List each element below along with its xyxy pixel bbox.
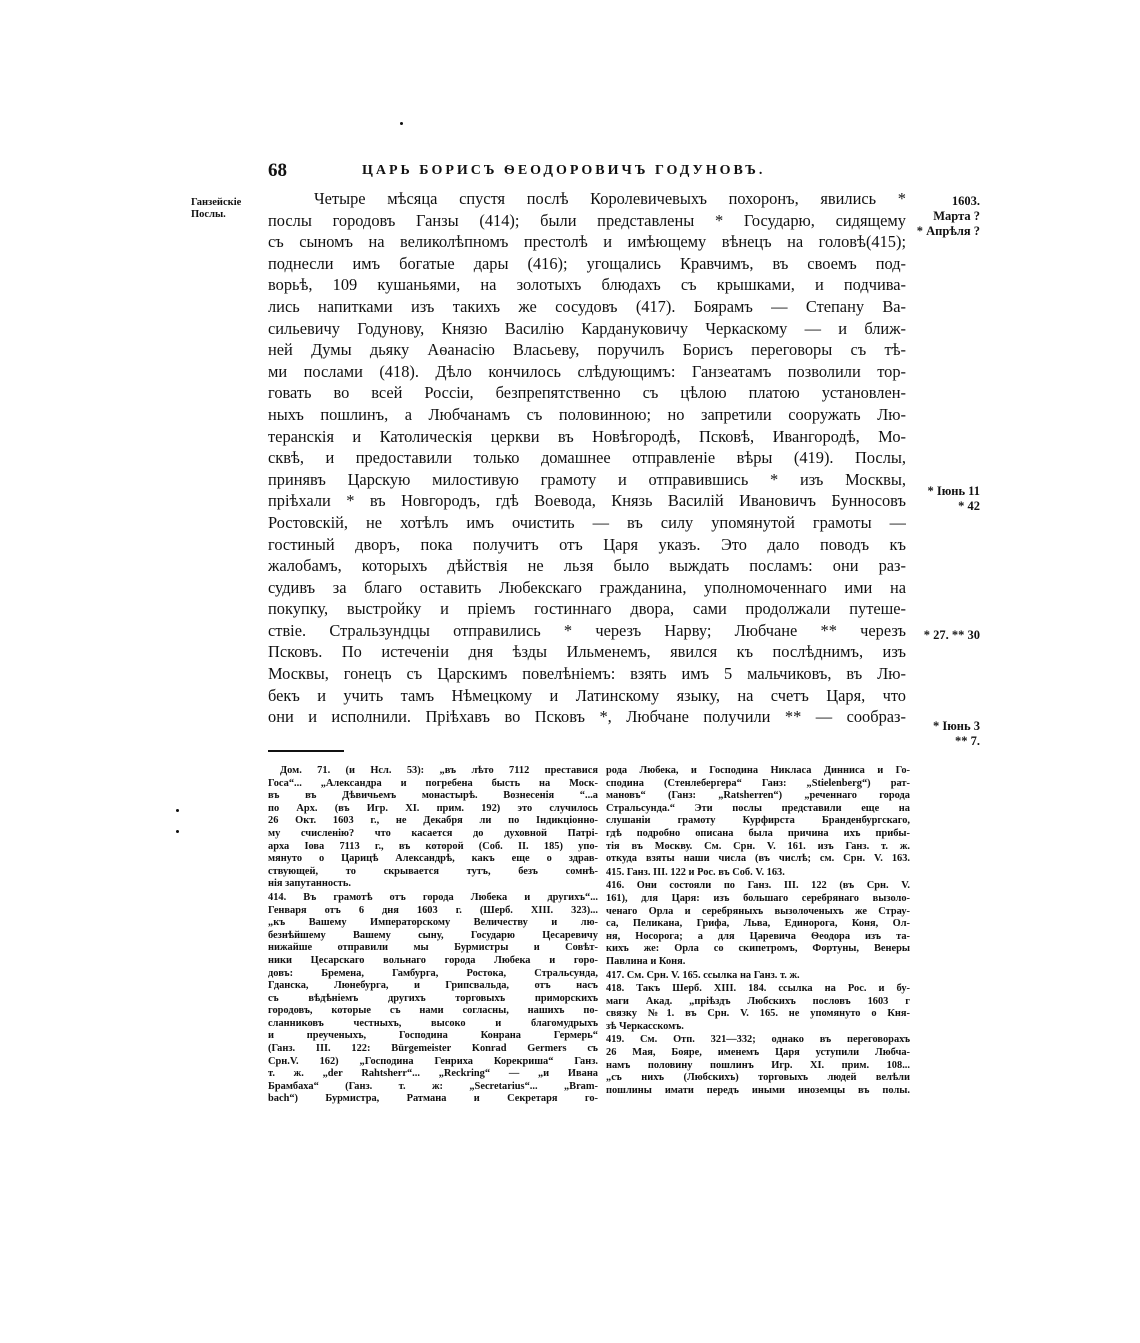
footnote-line: т. ж. „der Rahtsherr“... „Reckring“ — „и Ивана: [268, 1068, 598, 1080]
footnote-line: слушаніи грамоту Курфирста Бранденбургскаго,: [606, 815, 910, 827]
footnote-line: 161), для Царя: изъ большаго серебрянаго вызоло-: [606, 892, 910, 904]
footnote-line: 26 Окт. 1603 г., не Декабря ли по Індикціонно-: [268, 815, 598, 827]
text-line: пріѣхали * въ Новгородъ, гдѣ Воевода, Князь Василій Ивановичъ Бунносовъ: [268, 491, 906, 511]
text-line: сильевичу Годунову, Князю Василію Кардануковичу Черкаскому — и ближ-: [268, 318, 906, 338]
footnote: [606, 765, 910, 866]
footnote-line: Госа“... „Александра и погребена бысть на Моск-: [268, 777, 598, 789]
text-line: Москвы, гонецъ съ Царскимъ повелѣніемъ: взять имъ 5 мальчиковъ, въ Лю-: [268, 664, 906, 684]
text-line: покупку, выстройку и пріемъ гостиннаго двора, сами продолжали путеше-: [268, 599, 906, 619]
text-line: ствіе. Стральзундцы отправились * черезъ Нарву; Любчане ** черезъ: [268, 620, 906, 640]
footnote-line: Павлина и Коня.: [606, 955, 686, 967]
footnote: [268, 892, 598, 1106]
margin-date-line: * Апрѣля ?: [916, 224, 980, 238]
text-line: ныхъ пошлинъ, а Любчанамъ съ половинною; но запретили сооружать Лю-: [268, 404, 906, 424]
footnote-line: Стральсунда.“ Эти послы представили еще на: [606, 802, 910, 814]
margin-date-line: * Іюнь 3: [933, 719, 980, 733]
footnote-line: откуда взяты наши числа (въ числѣ; см. Срн. V. 163.: [606, 853, 910, 865]
footnotes-right-column: [606, 765, 910, 1098]
footnote-rule: [268, 750, 344, 752]
footnote-line: маги Акад. „пріѣздъ Любскихъ пословъ 1603 г: [606, 995, 910, 1007]
right-margin-date: [908, 719, 980, 749]
footnote-line: 416. Они состояли по Ганз. III. 122 (въ Срн. V.: [606, 880, 910, 892]
footnote-line: 26 Мая, Бояре, именемъ Царя уступили Любча-: [606, 1047, 910, 1059]
footnote-line: связку №1. въ Срн. V. 165. не упомянуто о Кня-: [606, 1008, 910, 1020]
text-line: съ сыномъ на великолѣпномъ престолѣ и имѣющему вѣнецъ на головѣ(415);: [268, 232, 906, 252]
footnote-line: мянуто о Царицѣ Александрѣ, какъ еще о здрав-: [268, 853, 598, 865]
text-line: бекъ и учить тамъ Нѣмецкому и Латинскому языку, на счетъ Царя, что: [268, 685, 906, 705]
left-margin-note-line: Послы.: [191, 209, 226, 220]
footnote-line: намъ половину пошлинъ Игр. XI. прим. 108...: [606, 1059, 910, 1071]
text-line: ми послами (418). Дѣло кончилось слѣдующимъ: Ганзеатамъ позволили тор-: [268, 361, 906, 381]
footnote-line: сподина (Стенлебергера“ Ганз: „Stielenberg“) рат-: [606, 777, 910, 789]
footnote-line: съ вѣдѣніемъ другихъ торговыхъ приморскихъ: [268, 992, 598, 1004]
text-line: жалобамъ, которыхъ дѣйствія не льзя было выждать посламъ: они раз-: [268, 556, 906, 576]
footnote-line: мановъ“ (Ганз: „Ratsherren“) „реченнаго города: [606, 790, 910, 802]
footnote-line: 417. См. Срн. V. 165. ссылка на Ганз. т. ж.: [606, 969, 800, 981]
footnote: [606, 1034, 910, 1097]
footnote-line: кихъ же: Орла со скипетромъ, Фортуны, Венеры: [606, 943, 910, 955]
text-line: Ростовскій, не хотѣлъ имъ очистить — въ силу упомянутой грамоты —: [268, 512, 906, 532]
left-margin-note-line: Ганзейскіе: [191, 197, 242, 208]
footnote: [606, 983, 910, 1033]
right-margin-date: [908, 484, 980, 514]
margin-date-line: * 42: [958, 499, 980, 513]
footnote-line: ня, Носорога; а для Царевича Ѳеодора изъ та-: [606, 930, 910, 942]
footnote-line: безнѣйшему Вашему сыну, Государю Цесаревичу: [268, 929, 598, 941]
footnote-line: нижайше отправили мы Бурмистры и Совѣт-: [268, 942, 598, 954]
footnote-line: 414. Въ грамотѣ отъ города Любека и другихъ“...: [268, 891, 598, 903]
footnote-line: тія въ Москву. См. Срн. V. 161. изъ Ганз. т. ж.: [606, 840, 910, 852]
text-line: Псковъ. По истеченіи дня ѣзды Ильменемъ, явился къ послѣднимъ, изъ: [268, 642, 906, 662]
footnote-line: Дом. 71. (и Нсл. 53): „въ лѣто 7112 преставися: [280, 765, 598, 776]
left-margin-note: [191, 197, 265, 221]
footnote-line: нія запутанность.: [268, 878, 351, 890]
footnote-line: 418. Такъ Шерб. XIII. 184. ссылка на Рос. и бу-: [606, 983, 910, 995]
page-number: 68: [268, 160, 287, 181]
footnote-line: ствующей, то скрывается тутъ, безъ сомнѣ-: [268, 865, 598, 877]
text-line: говать во всей Россіи, безпрепятственно съ цѣлою платою установлен-: [268, 383, 906, 403]
footnote-line: по Арх. (въ Игр. XI. прим. 192) это случилось: [268, 802, 598, 814]
ink-speck: [400, 122, 403, 125]
footnote-line: гдѣ подробно описана была причина ихъ прибы-: [606, 827, 910, 839]
footnote-line: ченаго Орла и серебряныхъ вызолоченыхъ же Страу-: [606, 905, 910, 917]
footnote-line: рода Любека, и Господина Никласа Динниса и Го-: [606, 765, 910, 776]
margin-date-line: * 27. ** 30: [923, 628, 980, 642]
text-line: лись напитками изъ такихъ же сосудовъ (417). Боярамъ — Степану Ва-: [268, 296, 906, 316]
text-line: послы городовъ Ганзы (414); были представлены * Государю, сидящему: [268, 210, 906, 230]
text-line: гостиный дворъ, пока получитъ отъ Царя указъ. Это дало поводъ къ: [268, 534, 906, 554]
footnotes-left-column: [268, 765, 598, 1107]
footnote: [268, 765, 598, 891]
footnote-line: Брамбаха“ (Ганз. т. ж: „Secretarius“... „Bram-: [268, 1080, 598, 1092]
margin-date-line: ** 7.: [955, 734, 980, 748]
ink-speck: [176, 830, 179, 833]
footnote-line: сланниковъ честныхъ, высоко и благомудрыхъ: [268, 1017, 598, 1029]
running-head: ЦАРЬ БОРИСЪ ѲЕОДОРОВИЧЪ ГОДУНОВЪ.: [362, 163, 766, 178]
text-line: принявъ Царскую милостивую грамоту и отправившись * изъ Москвы,: [268, 469, 906, 489]
footnote: [606, 970, 910, 983]
footnote-line: зѣ Черкасскомъ.: [606, 1020, 684, 1032]
right-margin-date: [908, 194, 980, 239]
footnote-line: довъ: Бремена, Гамбурга, Ростока, Стральсунда,: [268, 967, 598, 979]
footnote: [606, 867, 910, 880]
footnote-line: му счисленію? что касается до духовной Патрі-: [268, 827, 598, 839]
footnote-line: ники Цесарскаго вольнаго города Любека и горо-: [268, 954, 598, 966]
footnote-line: Срн.V. 162) „Господина Генриха Корекриша“ Ганз.: [268, 1055, 598, 1067]
footnote-line: „къ Вашему Императорскому Величеству и лю-: [268, 917, 598, 929]
footnote-line: 419. См. Отп. 321—332; однако въ переговорахъ: [606, 1034, 910, 1046]
footnote-line: са, Пеликана, Грифа, Льва, Единорога, Коня, Ол-: [606, 918, 910, 930]
footnote-line: bach“) Бурмистра, Ратмана и Секретаря го-: [268, 1093, 598, 1105]
footnote-line: и преученыхъ, Господина Конрана Гермерь“: [268, 1030, 598, 1042]
text-line: ней Думы дьяку Аѳанасію Власьеву, поручилъ Борисъ переговоры съ тѣ-: [268, 340, 906, 360]
text-line: они и исполнили. Пріѣхавъ во Псковъ *, Любчане получили ** — сообраз-: [268, 707, 906, 727]
footnote-line: арха Іова 7113 г., въ которой (Соб. II. 185) упо-: [268, 840, 598, 852]
footnote: [606, 880, 910, 968]
margin-date-line: * Іюнь 11: [927, 484, 980, 498]
footnote-line: „съ нихъ (Любскихъ) торговыхъ людей велѣли: [606, 1072, 910, 1084]
footnote-line: 415. Ганз. III. 122 и Рос. въ Соб. V. 163.: [606, 866, 785, 878]
text-line: Четыре мѣсяца спустя послѣ Королевичевыхъ похоронъ, явились *: [314, 189, 906, 208]
margin-date-line: Марта ?: [933, 209, 980, 223]
footnote-line: Гданска, Люнебурга, и Грипсвальда, отъ насъ: [268, 980, 598, 992]
text-line: сквѣ, и предоставили только домашнее отправленіе вѣры (419). Послы,: [268, 448, 906, 468]
text-line: поднесли имъ богатые дары (416); угощались Кравчимъ, въ своемъ под-: [268, 253, 906, 273]
footnote-line: пошлины имати передъ иными иноземцы въ полы.: [606, 1084, 910, 1096]
right-margin-date: [908, 628, 980, 643]
text-line: судивъ за благо оставить Любекскаго гражданина, уполномоченнаго ими на: [268, 577, 906, 597]
text-line: ворьѣ, 109 кушаньями, на золотыхъ блюдахъ съ крышками, и подчива-: [268, 275, 906, 295]
margin-date-line: 1603.: [951, 194, 980, 208]
footnote-line: городовъ, которые съ нами согласны, нашихъ по-: [268, 1005, 598, 1017]
text-line: теранскія и Католическія церкви въ Новѣгородѣ, Псковѣ, Ивангородѣ, Мо-: [268, 426, 906, 446]
main-text: [268, 188, 906, 728]
ink-speck: [176, 809, 179, 812]
footnote-line: Генваря отъ 6 дня 1603 г. (Шерб. XIII. 323)...: [268, 904, 598, 916]
footnote-line: въ въ Дѣвичьемъ монастырѣ. Вознесенія “...а: [268, 790, 598, 802]
footnote-line: (Ганз. III. 122: Bürgemeister Konrad Germers съ: [268, 1043, 598, 1055]
